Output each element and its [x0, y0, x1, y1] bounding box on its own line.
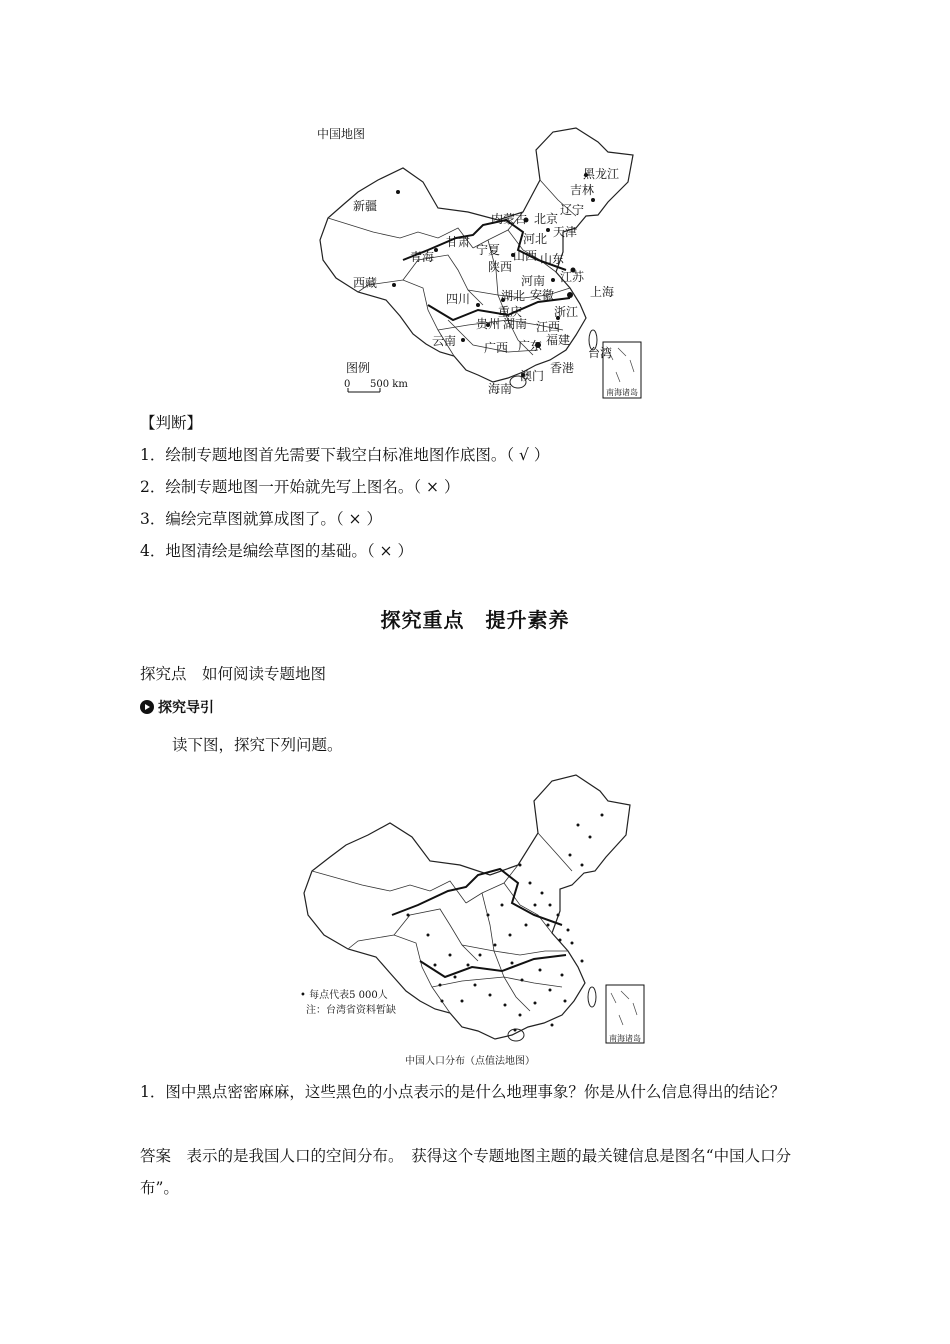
province-label: 山东 [540, 252, 565, 266]
province-label: 香港 [550, 361, 575, 375]
answer-text: 答案 表示的是我国人口的空间分布。 获得这个专题地图主题的最关键信息是图名“中国人口分布”。 [140, 1147, 792, 1197]
province-label: 安徽 [530, 288, 555, 302]
guide-label: 探究导引 [158, 700, 214, 716]
province-label: 云南 [432, 334, 457, 348]
province-label: 天津 [553, 225, 578, 239]
province-label: 甘肃 [446, 235, 471, 249]
province-label: 江西 [536, 320, 561, 334]
province-label: 宁夏 [476, 243, 501, 257]
province-label: 内蒙古 [491, 212, 528, 226]
section-heading: 探究重点 提升素养 [380, 608, 570, 632]
province-label: 西藏 [353, 276, 378, 290]
inset-label: 南海诸岛 [609, 1034, 641, 1043]
province-label: 辽宁 [560, 203, 585, 217]
map-caption: 中国人口分布（点值法地图） [405, 1056, 535, 1067]
guide-header [140, 697, 214, 717]
scale-value: 500 km [370, 379, 408, 390]
province-label: 湖北 [501, 289, 526, 303]
province-label: 吉林 [570, 183, 595, 197]
province-label: 福建 [546, 333, 571, 347]
province-label: 重庆 [498, 305, 523, 319]
province-label: 四川 [446, 292, 471, 306]
inset-label: 南海诸岛 [606, 388, 638, 397]
judge-title: 【判断】 [140, 414, 203, 432]
population-map [290, 765, 650, 1050]
province-label: 贵州 [476, 317, 501, 331]
province-label: 海南 [488, 382, 513, 396]
legend-label: 图例 [346, 361, 371, 375]
province-label: 台湾 [588, 346, 613, 360]
province-label: 河南 [521, 274, 546, 288]
judge-item: 2．绘制专题地图一开始就先写上图名。（ × ） [140, 478, 460, 496]
province-label: 上海 [590, 285, 615, 299]
province-label: 江苏 [560, 270, 585, 284]
question-text: 1．图中黑点密密麻麻，这些黑色的小点表示的是什么地理事象？你是从什么信息得出的结论？ [140, 1083, 786, 1101]
province-label: 北京 [534, 212, 559, 226]
province-label: 陕西 [488, 260, 513, 274]
legend-note: • 每点代表5 000人 [300, 990, 388, 1001]
province-label: 澳门 [520, 369, 545, 383]
province-label: 河北 [523, 232, 548, 246]
judge-item: 4．地图清绘是编绘草图的基础。（ × ） [140, 542, 413, 560]
judge-item: 1．绘制专题地图首先需要下载空白标准地图作底图。（ √ ） [140, 446, 550, 464]
province-label: 青海 [410, 250, 435, 264]
china-map [308, 120, 648, 405]
province-label: 广西 [484, 341, 509, 355]
province-label: 广东 [518, 339, 543, 353]
province-label: 山西 [513, 249, 538, 263]
scale-zero: 0 [344, 379, 351, 390]
judge-item: 3．编绘完草图就算成图了。（ × ） [140, 510, 382, 528]
province-label: 湖南 [503, 317, 528, 331]
province-label: 新疆 [353, 199, 378, 213]
map-title: 中国地图 [317, 127, 366, 141]
data-note: 注：台湾省资料暂缺 [306, 1005, 396, 1016]
province-label: 浙江 [554, 305, 579, 319]
explore-point: 探究点 如何阅读专题地图 [140, 665, 327, 683]
instruction: 读下图，探究下列问题。 [172, 736, 343, 754]
play-icon [140, 700, 154, 714]
province-label: 黑龙江 [583, 167, 620, 181]
